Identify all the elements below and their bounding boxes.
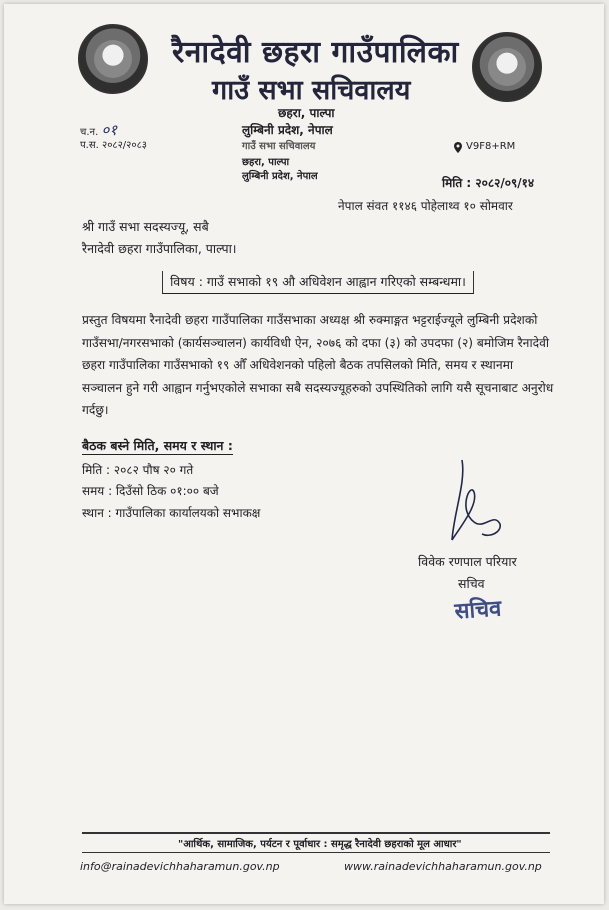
signatory-name: विवेक रणपाल परियार bbox=[418, 554, 517, 569]
location-pin-icon bbox=[454, 142, 462, 153]
body-line: गाउँसभा/नगरसभाको (कार्यसञ्चालन) कार्यविधी ऐन, २०७६ को दफा (३) को उपदफा (२) बमोजिम रैनादेवी bbox=[82, 335, 550, 350]
body-line: प्रस्तुत विषयमा रैनादेवी छहरा गाउँपालिका गाउँसभाका अध्यक्ष श्री रुक्माङ्गत भट्टराईज्यूले लुम्बिनी प्रदेशको bbox=[82, 313, 538, 327]
letter-page bbox=[4, 4, 604, 904]
letter-no-label: च.न. bbox=[80, 127, 99, 138]
org-name: रैनादेवी छहरा गाउँपालिका bbox=[172, 35, 459, 70]
date-label: मिति : bbox=[442, 176, 472, 190]
footer-rule-top bbox=[82, 832, 550, 834]
municipality-logo-icon bbox=[472, 32, 542, 102]
meeting-date: मिति : २०८२ पौष २० गते bbox=[82, 463, 194, 477]
recipient-line-1: श्री गाउँ सभा सदस्यज्यू, सबै bbox=[82, 219, 209, 234]
footer-rule-bottom bbox=[82, 852, 550, 853]
address-line-4: छहरा, पाल्पा bbox=[242, 157, 290, 168]
recipient-line-2: रैनादेवी छहरा गाउँपालिका, पाल्पा। bbox=[82, 241, 237, 256]
body-line: छहरा गाउँपालिका गाउँसभाको १९ औँ अधिवेशनको पहिलो बैठक तपसिलको मिति, समय र स्थानमा bbox=[82, 358, 514, 372]
meeting-place: स्थान : गाउँपालिका कार्यालयको सभाकक्ष bbox=[82, 506, 261, 520]
footer-email[interactable]: info@rainadevichhaharamun.gov.np bbox=[80, 860, 280, 873]
signature-mark-icon bbox=[444, 452, 514, 552]
date bbox=[442, 174, 534, 191]
official-stamp: सचिव bbox=[453, 596, 503, 625]
meeting-heading: बैठक बस्ने मिति, समय र स्थान : bbox=[82, 438, 233, 453]
nepal-sambat-date: नेपाल संवत ११४६ पोहेलाथ्व १० सोमवार bbox=[338, 199, 513, 213]
address-line-5: लुम्बिनी प्रदेश, नेपाल bbox=[242, 171, 318, 182]
address-line-2: लुम्बिनी प्रदेश, नेपाल bbox=[242, 123, 333, 137]
letter-no-value: ०१ bbox=[101, 121, 118, 139]
date-value: २०८२/०९/१४ bbox=[475, 176, 535, 190]
meeting-time: समय : दिउँसो ठिक ०१:०० बजे bbox=[82, 484, 219, 498]
subject-line: विषय : गाउँ सभाको १९ औ अधिवेशन आह्वान गरिएको सम्बन्धमा। bbox=[162, 271, 474, 294]
body-paragraph bbox=[82, 309, 557, 422]
fiscal-year-value: २०८२/२०८३ bbox=[102, 140, 147, 151]
plus-code: V9F8+RM bbox=[466, 141, 516, 152]
body-line: सञ्चालन हुने गरी आह्वान गर्नुभएकोले सभाका सबै सदस्यज्यूहरुको उपस्थितिको लागि यसै सूचनाबाट अनुरोध bbox=[82, 380, 554, 395]
footer-website[interactable]: www.rainadevichhaharamun.gov.np bbox=[344, 860, 542, 873]
government-emblem-icon bbox=[78, 24, 148, 94]
address-line-1: छहरा, पाल्पा bbox=[278, 106, 335, 120]
signatory-title: सचिव bbox=[458, 576, 485, 591]
fiscal-year-label: प.स. bbox=[80, 140, 99, 151]
address-line-3: गाउँ सभा सचिवालय bbox=[242, 141, 316, 152]
footer-motto: "आर्थिक, सामाजिक, पर्यटन र पूर्वाधार : समृद्ध रैनादेवी छहराको मूल आधार" bbox=[178, 839, 462, 850]
fiscal-year bbox=[80, 137, 147, 151]
body-line: गर्दछु। bbox=[82, 403, 109, 417]
office-name: गाउँ सभा सचिवालय bbox=[212, 75, 411, 106]
